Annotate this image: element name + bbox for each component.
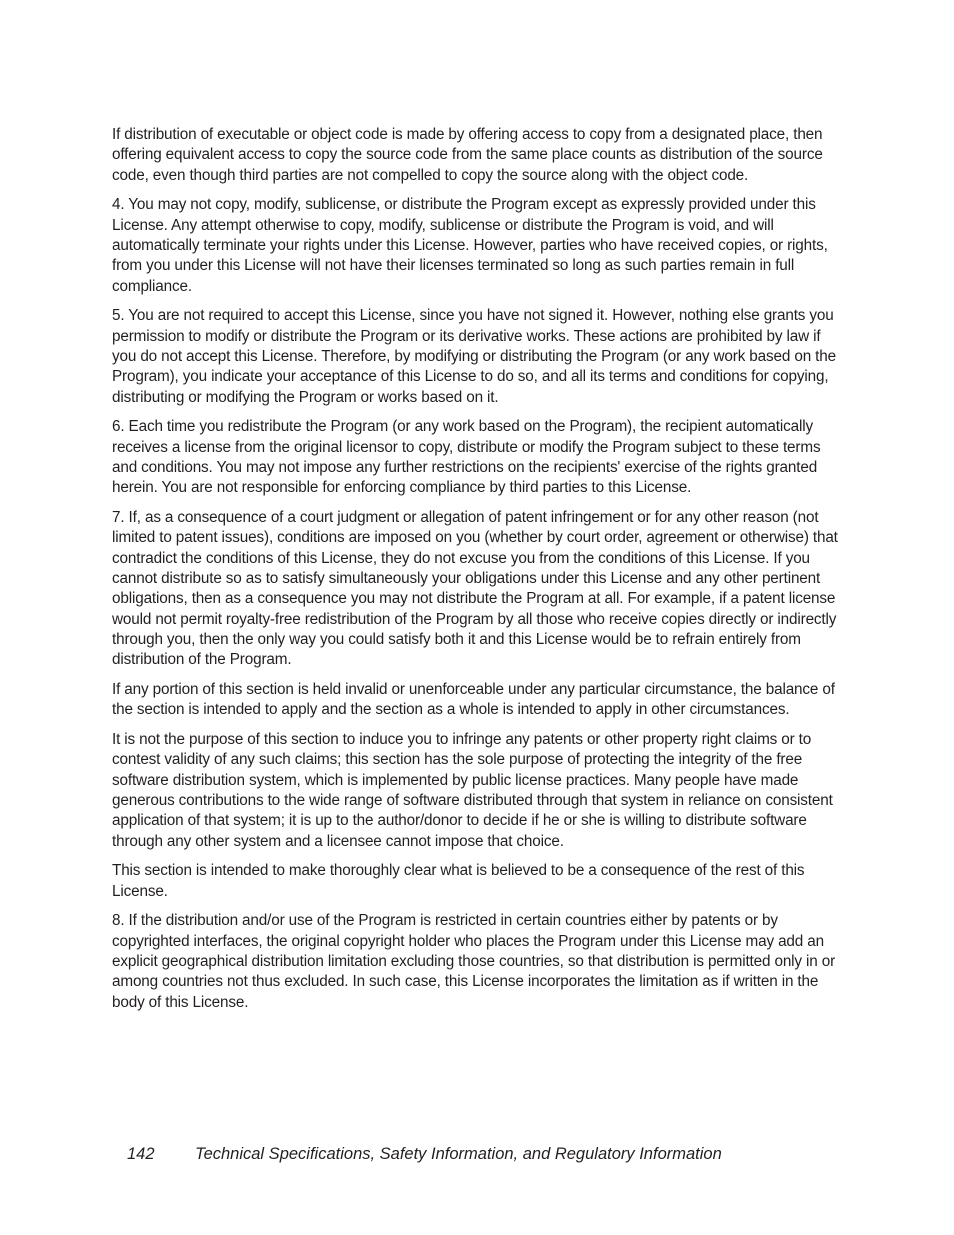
page-footer [127,1143,722,1165]
footer-title: Technical Specifications, Safety Information, and Regulatory Information [195,1145,722,1163]
paragraph-invalid-portion: If any portion of this section is held invalid or unenforceable under any particular circumstance, the balance of the section is intended to apply and the section as a whole is intended to apply in other circumstances. [112,680,835,719]
paragraph-source-access: If distribution of executable or object code is made by offering access to copy from a designated place, then offering equivalent access to copy the source code from the same place counts as distribution of the source code, even though third parties are not compelled to copy the source along with the object code. [112,126,823,184]
paragraph-section-6: 6. Each time you redistribute the Program (or any work based on the Program), the recipient automatically receives a license from the original licensor to copy, distribute or modify the Program subject to these terms and conditions. You may not impose any further restrictions on the recipients' exercise of the rights granted herein. You are not responsible for enforcing compliance by third parties to this License. [112,418,821,497]
page-number: 142 [127,1145,155,1163]
paragraph-section-5: 5. You are not required to accept this License, since you have not signed it. However, nothing else grants you permission to modify or distribute the Program or its derivative works. These actions are prohibited by law if you do not accept this License. Therefore, by modifying or distributing the Program (or any work based on the Program), you indicate your acceptance of this License to do so, and all its terms and conditions for copying, distributing or modifying the Program or works based on it. [112,307,836,406]
paragraph-section-7: 7. If, as a consequence of a court judgment or allegation of patent infringement or for any other reason (not limited to patent issues), conditions are imposed on you (whether by court order, agreement or otherwise) that contradict the conditions of this License, they do not excuse you from the conditions of this License. If you cannot distribute so as to satisfy simultaneously your obligations under this License and any other pertinent obligations, then as a consequence you may not distribute the Program at all. For example, if a patent license would not permit royalty-free redistribution of the Program by all those who receive copies directly or indirectly through you, then the only way you could satisfy both it and this License would be to refrain entirely from distribution of the Program. [112,509,838,669]
paragraph-section-4: 4. You may not copy, modify, sublicense, or distribute the Program except as expressly provided under this License. Any attempt otherwise to copy, modify, sublicense or distribute the Program is void, and will automatically terminate your rights under this License. However, parties who have received copies, or rights, from you under this License will not have their licenses terminated so long as such parties remain in full compliance. [112,196,828,295]
paragraph-section-8: 8. If the distribution and/or use of the Program is restricted in certain countries either by patents or by copyrighted interfaces, the original copyright holder who places the Program under this License may add an explicit geographical distribution limitation excluding those countries, so that distribution is permitted only in or among countries not thus excluded. In such case, this License incorporates the limitation as if written in the body of this License. [112,912,836,1011]
paragraph-section-purpose: It is not the purpose of this section to induce you to infringe any patents or other property right claims or to contest validity of any such claims; this section has the sole purpose of protecting the integrity of the free software distribution system, which is implemented by public license practices. Many people have made generous contributions to the wide range of software distributed through that system in reliance on consistent application of that system; it is up to the author/donor to decide if he or she is willing to distribute software through any other system and a licensee cannot impose that choice. [112,731,833,850]
paragraph-section-intent: This section is intended to make thoroughly clear what is believed to be a consequence of the rest of this License. [112,862,805,900]
body-text [112,125,842,1022]
